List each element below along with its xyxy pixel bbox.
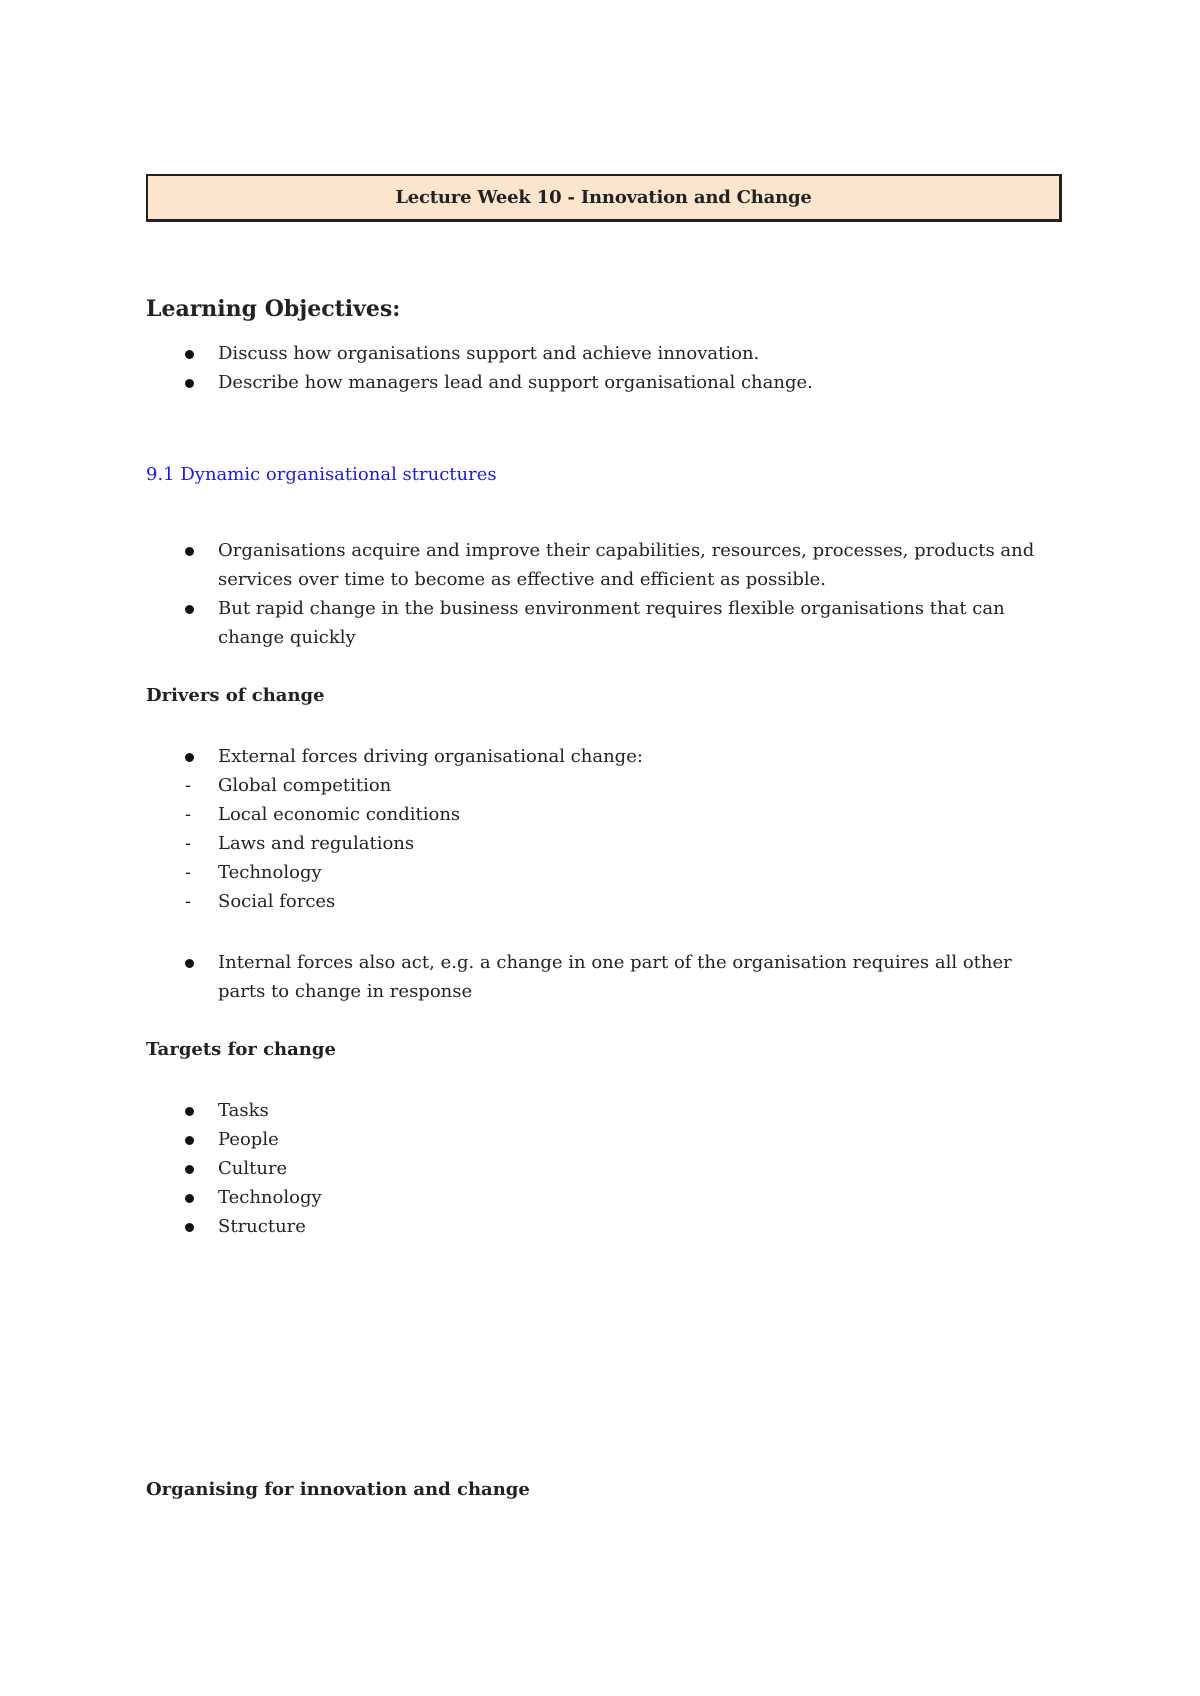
drivers-heading: Drivers of change bbox=[146, 685, 325, 706]
targets-heading: Targets for change bbox=[146, 1039, 336, 1060]
bullet-icon bbox=[185, 547, 194, 556]
bullet-icon bbox=[185, 379, 194, 388]
bullet-icon bbox=[185, 753, 194, 762]
bullet-icon bbox=[185, 1194, 194, 1203]
targets-list bbox=[0, 1096, 1048, 1241]
list-item: Technology bbox=[0, 1183, 1048, 1212]
list-item: Describe how managers lead and support organisational change. bbox=[0, 368, 1048, 397]
list-item: Internal forces also act, e.g. a change in one part of the organisation requires all other parts to change in response bbox=[0, 948, 1048, 1006]
bullet-icon bbox=[185, 1223, 194, 1232]
list-item: - Social forces bbox=[185, 891, 336, 912]
list-item: - Technology bbox=[185, 862, 322, 883]
list-item: External forces driving organisational change: - Global competition - Local economic conditions - Laws and regulations - Technology - Social forces bbox=[0, 742, 1048, 916]
list-item: Culture bbox=[0, 1154, 1048, 1183]
list-item: But rapid change in the business environment requires flexible organisations that can change quickly bbox=[0, 594, 1048, 652]
bullet-icon bbox=[185, 959, 194, 968]
bullet-icon bbox=[185, 350, 194, 359]
learning-objectives-heading: Learning Objectives: bbox=[146, 296, 401, 322]
internal-forces-list bbox=[0, 948, 1048, 1006]
bullet-icon bbox=[185, 1136, 194, 1145]
section-bullets bbox=[0, 536, 1048, 652]
drivers-list bbox=[0, 742, 1048, 916]
bullet-icon bbox=[185, 605, 194, 614]
external-forces-list bbox=[145, 771, 1048, 916]
list-item: Discuss how organisations support and achieve innovation. bbox=[0, 339, 1048, 368]
learning-objectives-list bbox=[0, 339, 1048, 397]
list-item: - Global competition bbox=[185, 775, 392, 796]
list-item: - Local economic conditions bbox=[185, 804, 461, 825]
bullet-icon bbox=[185, 1107, 194, 1116]
organising-heading: Organising for innovation and change bbox=[146, 1479, 530, 1500]
lecture-title: Lecture Week 10 - Innovation and Change bbox=[146, 174, 1062, 222]
bullet-icon bbox=[185, 1165, 194, 1174]
list-item: - Laws and regulations bbox=[185, 833, 415, 854]
section-heading-link[interactable]: 9.1 Dynamic organisational structures bbox=[146, 464, 497, 485]
list-item: People bbox=[0, 1125, 1048, 1154]
list-item: Tasks bbox=[0, 1096, 1048, 1125]
list-item: Organisations acquire and improve their capabilities, resources, processes, products and services over time to become as effective and efficient as possible. bbox=[0, 536, 1048, 594]
list-item: Structure bbox=[0, 1212, 1048, 1241]
